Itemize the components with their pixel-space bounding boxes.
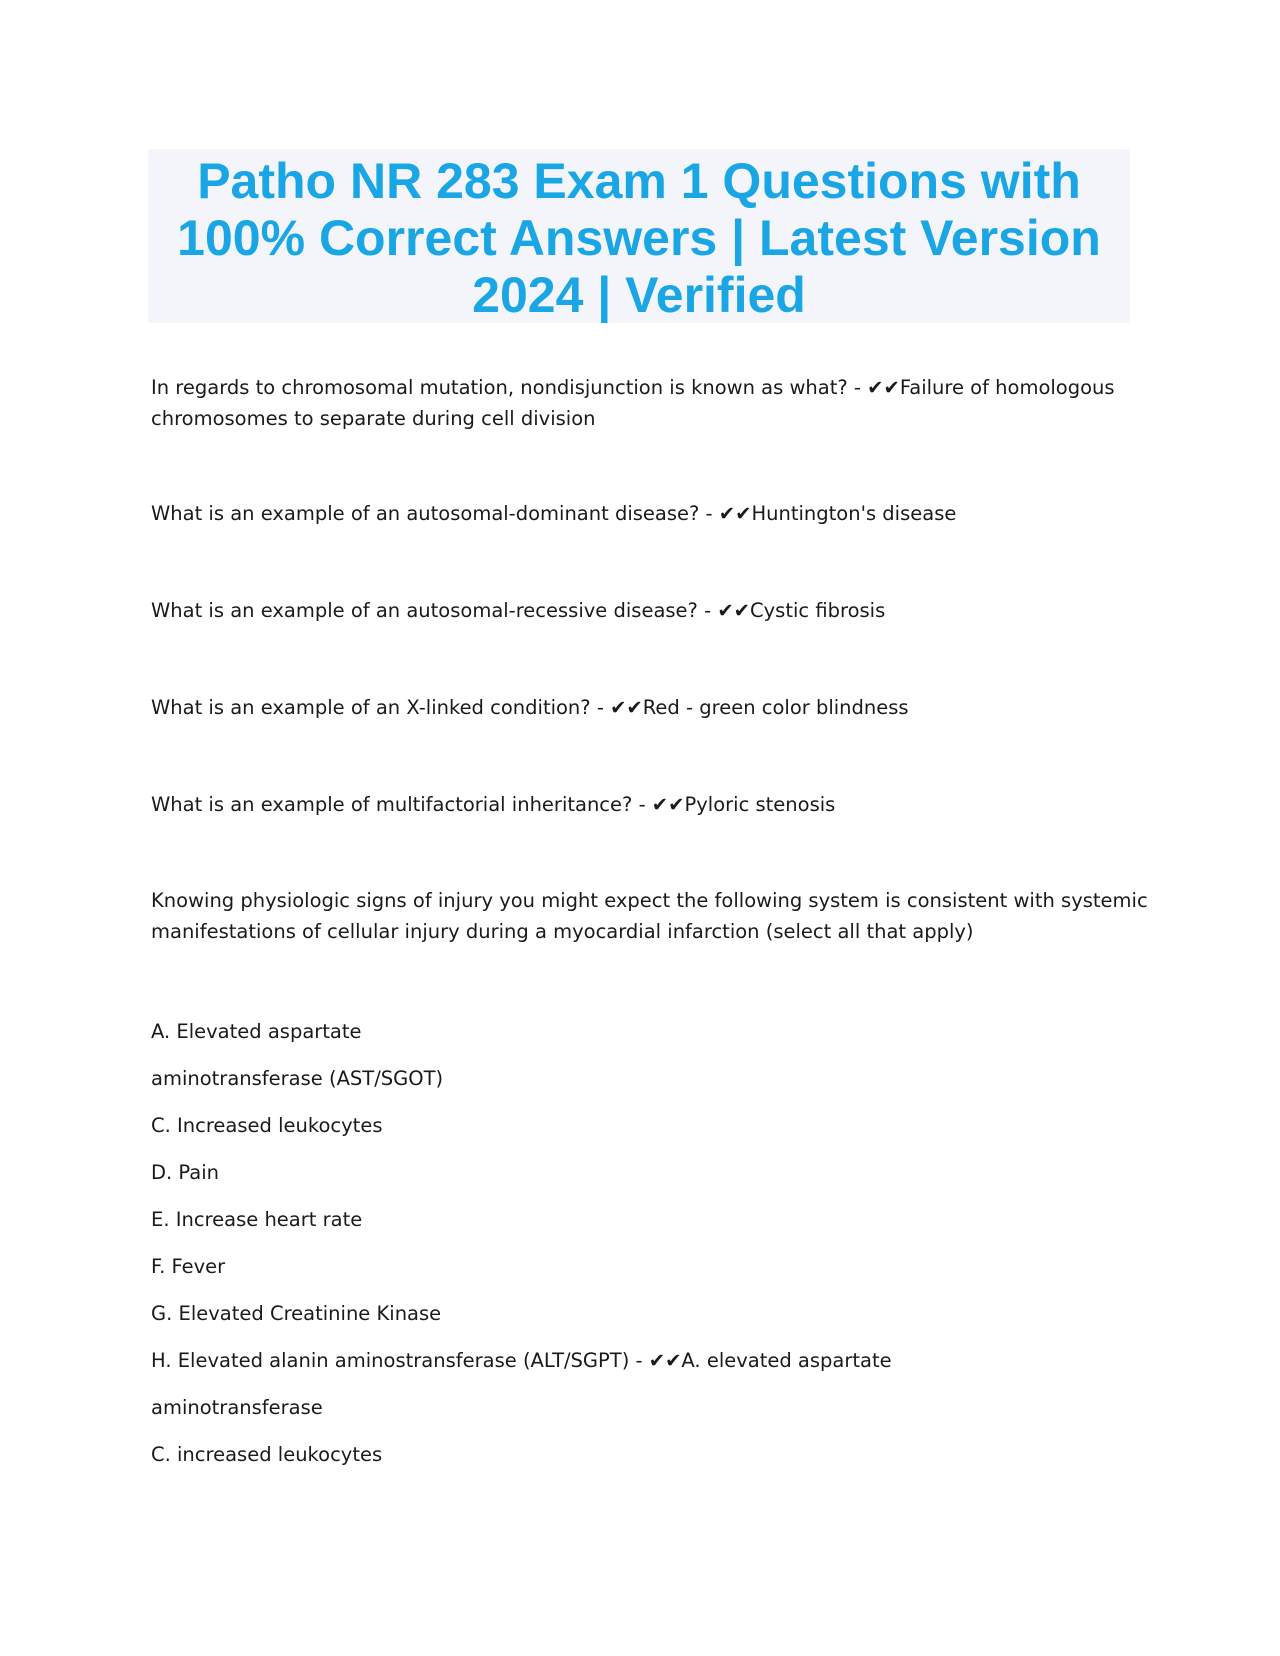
option-item: H. Elevated alanin aminostransferase (ALT/SGPT) - ✔✔A. elevated aspartate — [151, 1349, 892, 1372]
question-answer-3 — [151, 595, 885, 626]
qa-line: What is an example of an autosomal-dominant disease? - ✔✔Huntington's disease — [151, 502, 957, 525]
qa-line: Knowing physiologic signs of injury you might expect the following system is consistent with systemic — [151, 889, 1148, 912]
question-answer-4 — [151, 692, 909, 723]
option-item: D. Pain — [151, 1161, 220, 1184]
title-line-1: Patho NR 283 Exam 1 Questions with — [197, 153, 1081, 209]
question-6 — [151, 885, 1148, 947]
qa-line: What is an example of multifactorial inheritance? - ✔✔Pyloric stenosis — [151, 793, 836, 816]
question-answer-1 — [151, 372, 1115, 434]
question-answer-5 — [151, 789, 835, 820]
option-item: aminotransferase (AST/SGOT) — [151, 1067, 444, 1090]
option-item: E. Increase heart rate — [151, 1208, 363, 1231]
qa-line: chromosomes to separate during cell division — [151, 407, 596, 430]
option-item: A. Elevated aspartate — [151, 1020, 362, 1043]
qa-line: What is an example of an X-linked condition? - ✔✔Red - green color blindness — [151, 696, 909, 719]
option-item: F. Fever — [151, 1255, 226, 1278]
option-item: C. Increased leukocytes — [151, 1114, 383, 1137]
title-line-3: 2024 | Verified — [472, 267, 806, 323]
document-title — [148, 149, 1130, 323]
qa-line: In regards to chromosomal mutation, nondisjunction is known as what? - ✔✔Failure of homologous — [151, 376, 1115, 399]
option-item: G. Elevated Creatinine Kinase — [151, 1302, 442, 1325]
question-answer-2 — [151, 498, 956, 529]
option-item: C. increased leukocytes — [151, 1443, 383, 1466]
options-list — [151, 1008, 892, 1478]
option-item: aminotransferase — [151, 1396, 323, 1419]
title-line-2: 100% Correct Answers | Latest Version — [177, 210, 1101, 266]
qa-line: manifestations of cellular injury during a myocardial infarction (select all that apply) — [151, 920, 974, 943]
qa-line: What is an example of an autosomal-recessive disease? - ✔✔Cystic fibrosis — [151, 599, 886, 622]
